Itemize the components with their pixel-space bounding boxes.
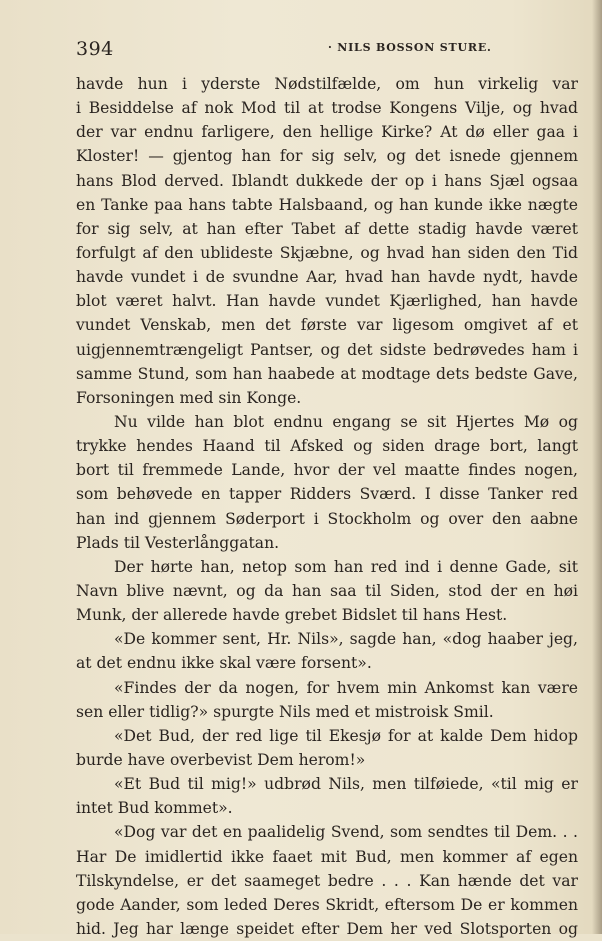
text-line: uigjennemtrængeligt Pantser, og det sidste bedrøvedes ham i (76, 340, 578, 359)
text-line: «Det Bud, der red lige til Ekesjø for at kalde Dem hidop (114, 726, 578, 745)
text-line: samme Stund, som han haabede at modtage dets bedste Gave, (76, 364, 578, 383)
text-line: burde have overbevist Dem herom!» (76, 750, 366, 769)
text-line: bort til fremmede Lande, hvor der vel maatte findes nogen, (76, 461, 578, 480)
text-line: «Dog var det en paalidelig Svend, som sendtes til Dem. . . (114, 823, 578, 842)
text-line: Plads til Vesterlånggatan. (76, 533, 280, 552)
text-line: hid. Jeg har længe speidet efter Dem her ved Slotsporten og (76, 919, 578, 938)
page-edge-shadow (592, 0, 602, 934)
text-line: «Findes der da nogen, for hvem min Ankomst kan være (114, 678, 578, 697)
text-line: sen eller tidlig?» spurgte Nils med et mistroisk Smil. (76, 702, 494, 721)
text-line: «Et Bud til mig!» udbrød Nils, men tilføiede, «til mig er (114, 775, 578, 794)
text-line: «De kommer sent, Hr. Nils», sagde han, «dog haaber jeg, (114, 630, 578, 649)
text-line: trykke hendes Haand til Afsked og siden drage bort, langt (76, 437, 578, 456)
text-line: for sig selv, at han efter Tabet af dette stadig havde været (76, 219, 578, 238)
page-number: 394 (76, 38, 114, 60)
text-line: at det endnu ikke skal være forsent». (76, 654, 372, 673)
text-line: intet Bud kommet». (76, 799, 233, 818)
body-text (76, 72, 578, 941)
text-line: som behøvede en tapper Ridders Sværd. I disse Tanker red (76, 485, 578, 504)
text-line: han ind gjennem Søderport i Stockholm og over den aabne (76, 509, 578, 528)
text-line: forfulgt af den ublideste Skjæbne, og hvad han siden den Tid (76, 243, 578, 262)
page-header (76, 38, 578, 62)
text-line: Tilskyndelse, er det saameget bedre . . . Kan hænde det var (76, 871, 578, 890)
text-line: der var endnu farligere, den hellige Kirke? At dø eller gaa i (76, 123, 578, 142)
text-line: Forsoningen med sin Konge. (76, 388, 302, 407)
text-line: Nu vilde han blot endnu engang se sit Hjertes Mø og (114, 412, 578, 431)
text-line: blot været halvt. Han havde vundet Kjærlighed, han havde (76, 292, 578, 311)
running-title: · NILS BOSSON STURE. (328, 41, 492, 54)
text-line: hans Blod derved. Iblandt dukkede der op i hans Sjæl ogsaa (76, 171, 578, 190)
text-line: i Besiddelse af nok Mod til at trodse Kongens Vilje, og hvad (76, 99, 578, 118)
text-line: en Tanke paa hans tabte Halsbaand, og han kunde ikke nægte (76, 195, 578, 214)
text-line: vundet Venskab, men det første var ligesom omgivet af et (76, 316, 578, 335)
text-line: havde vundet i de svundne Aar, hvad han havde nydt, havde (76, 268, 578, 287)
text-line: Kloster! — gjentog han for sig selv, og det isnede gjennem (76, 147, 578, 166)
text-line: havde hun i yderste Nødstilfælde, om hun virkelig var (76, 75, 578, 93)
text-line: Der hørte han, netop som han red ind i denne Gade, sit (114, 557, 578, 576)
text-line: Munk, der allerede havde grebet Bidslet til hans Hest. (76, 606, 508, 625)
text-line: gode Aander, som leded Deres Skridt, eftersom De er kommen (76, 895, 578, 914)
text-line: Har De imidlertid ikke faaet mit Bud, men kommer af egen (76, 847, 578, 866)
text-line: Navn blive nævnt, og da han saa til Siden, stod der en høi (76, 581, 578, 600)
